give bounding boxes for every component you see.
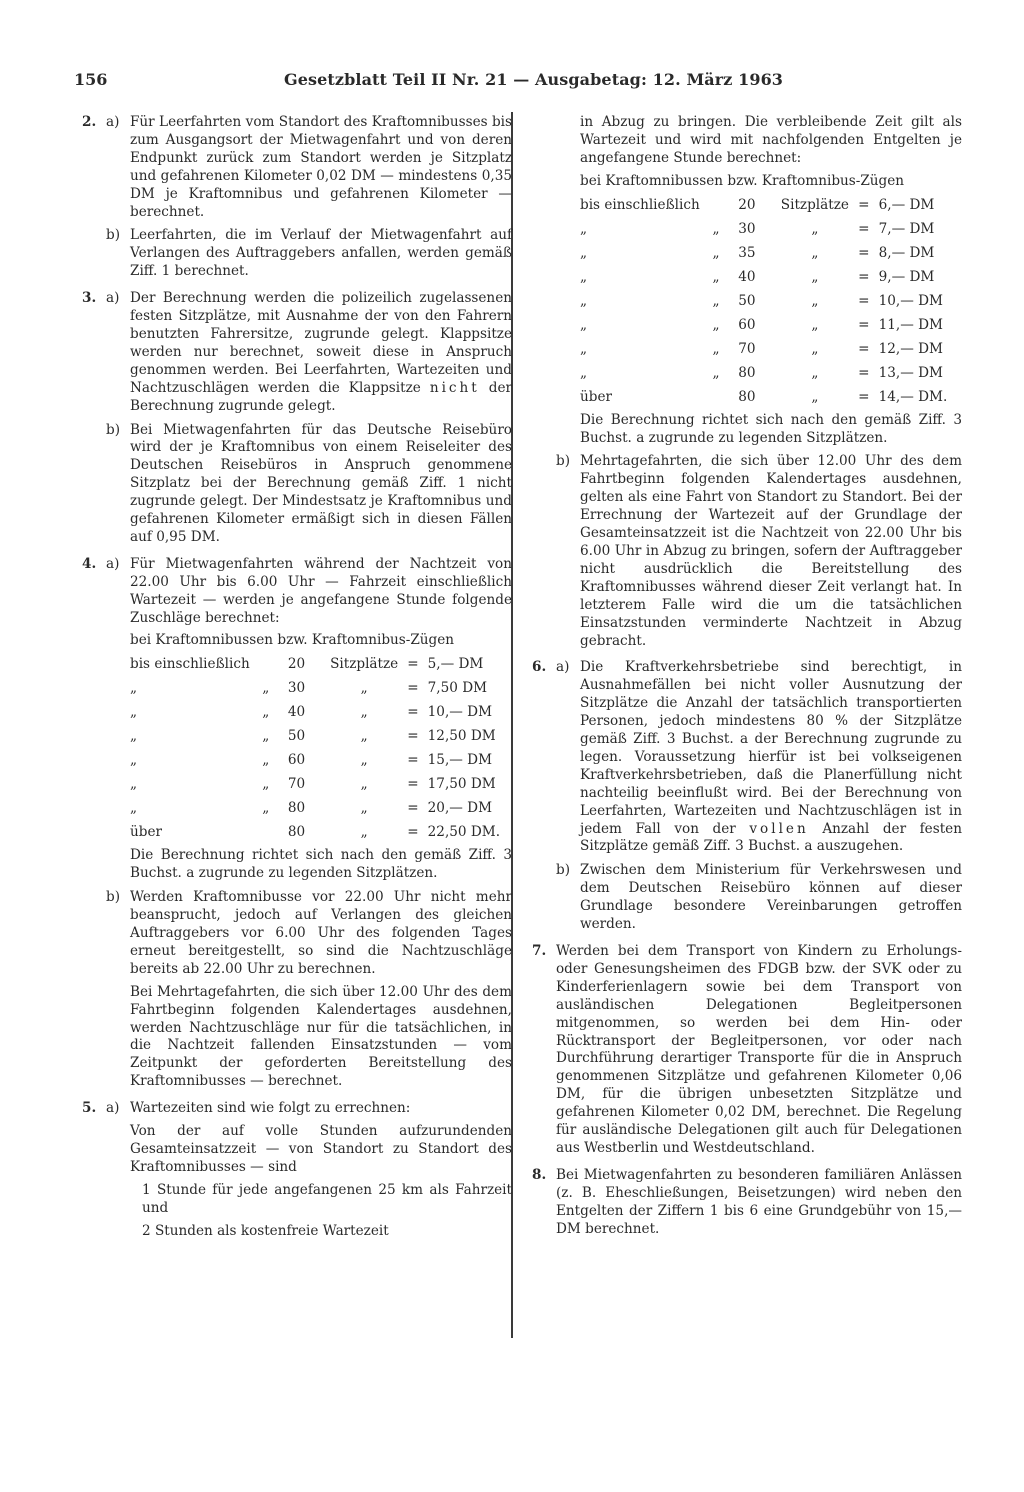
sub-label: b) — [106, 421, 121, 438]
section-number: 3. — [82, 290, 97, 307]
table-cell: 10,— DM — [878, 292, 943, 309]
table-row — [130, 653, 512, 677]
table-cell: = — [858, 292, 870, 309]
table-cell: „ — [811, 340, 819, 357]
text-run: Der Berechnung werden die polizeilich zugelassenen festen Sitzplätze, mit Ausnahme der von den Fahrern benutzten Fahrersitze, zugrunde gelegt. Klappsitze werden nur berechnet, soweit diese in Anspruch genommen werden. Bei Leerfahrten, Wartezeiten und Nachtzuschlägen werden die Klappsitze — [130, 290, 512, 396]
table-row — [130, 773, 512, 797]
table-cell: Sitzplätze — [780, 196, 849, 213]
table-intro: bei Kraftomnibussen bzw. Kraftomnibus-Zügen — [580, 172, 905, 189]
table-cell: „ — [712, 220, 720, 237]
subsection-4a — [106, 556, 512, 883]
section-7 — [532, 943, 962, 1158]
table-cell: Sitzplätze — [330, 656, 399, 673]
table-cell — [700, 194, 732, 218]
table-cell: „ — [262, 800, 270, 817]
paragraph: Von der auf volle Stunden aufzurundenden Gesamteinsatzzeit — von Standort zu Standort des Kraftomnibusses — sind — [130, 1123, 512, 1175]
table-cell: „ — [712, 340, 720, 357]
table-row — [580, 314, 962, 338]
table-cell: 12,— DM — [878, 340, 943, 357]
table-cell: „ — [262, 680, 270, 697]
list-line: 2 Stunden als kostenfreie Wartezeit — [142, 1222, 389, 1239]
paragraph: Bei Mehrtagefahrten, die sich über 12.00 Uhr des dem Fahrtbeginn folgenden Kalendertages ausdehnen, werden Nachtzuschläge nur für die tatsächlichen, in die Nachtzeit fallenden Einsatzstunden — vom Zeitpunkt der geforderten Bereitstellung des Kraftomnibusses — berechnet. — [130, 983, 512, 1090]
table-row — [580, 338, 962, 362]
emphasis-spaced: nicht — [429, 379, 480, 396]
table-cell: = — [858, 196, 870, 213]
paragraph: Wartezeiten sind wie folgt zu errechnen: — [130, 1100, 411, 1117]
paragraph: Werden bei dem Transport von Kindern zu Erholungs- oder Genesungsheimen des FDGB bzw. der SVK oder zu Kinderferienlagern sowie bei dem Transport von ausländischen Delegationen Begleitpersonen mitgenommen, so werden bei dem Hin- oder Rücktransport der Begleitpersonen, vor oder nach Durchführung derartiger Transporte für die in Anspruch genommenen Sitzplätze und gefahrenen Kilometer 0,06 DM, für die übrigen unbesetzten Sitzplätze und gefahrenen Kilometer 0,02 DM, berechnet. Die Regelung für ausländische Delegationen gilt auch für Delegationen aus Westberlin und Westdeutschland. — [556, 943, 962, 1156]
table-row — [130, 821, 512, 845]
table-cell: 35 — [738, 244, 756, 261]
paragraph: Mehrtagefahrten, die sich über 12.00 Uhr des dem Fahrtbeginn folgenden Kalendertages ausdehnen, gelten als eine Fahrt von Standort zu Standort. Bei der Errechnung der Wartezeit auf der Grundlage der Gesamteinsatzzeit ist die Nachtzeit von 22.00 Uhr bis 6.00 Uhr in Abzug zu bringen, sofern der Auftraggeber nicht ausdrücklich die Bereitstellung des Kraftomnibusses während dieser Zeit verlangt hat. In letzterem Falle wird die um die tatsächlichen Einsatzstunden verminderte Nachtzeit in Abzug gebracht. — [580, 453, 962, 649]
table-cell: 7,— DM — [878, 220, 935, 237]
section-number: 8. — [532, 1166, 547, 1183]
table-cell: „ — [712, 364, 720, 381]
table-cell: „ — [130, 680, 138, 697]
table-row — [580, 218, 962, 242]
table-cell: 80 — [287, 800, 306, 817]
subsection-2b — [106, 227, 512, 281]
table-cell: 30 — [287, 680, 306, 697]
table-cell: 14,— DM. — [878, 388, 948, 405]
table-cell: bis einschließlich — [130, 656, 250, 673]
table-cell: „ — [580, 292, 588, 309]
text-run: Die Kraftverkehrsbetriebe sind berechtigt, in Ausnahmefällen bei nicht voller Ausnutzung der Sitzplätze die Anzahl der tatsächlich transportierten Personen, jedoch mindestens 80 % der Sitzplätze gemäß Ziff. 3 Buchst. a der Berechnung zugrunde zu legen. Voraussetzung hierfür ist bei volkseigenen Kraftverkehrsbetrieben, daß die Planerfüllung nicht nachteilig beeinflußt wird. Bei der Berechnung von Leerfahrten, Wartezeiten und Nachtzuschlägen ist in jedem Fall von der — [580, 659, 962, 837]
subsection-5b — [556, 453, 962, 650]
table-cell: bis einschließlich — [580, 196, 700, 213]
subsection-5a-cont — [556, 114, 962, 447]
table-cell: 17,50 DM — [427, 776, 496, 793]
table-cell: „ — [360, 704, 368, 721]
table-cell: „ — [262, 776, 270, 793]
section-3 — [82, 290, 512, 547]
paragraph: Werden Kraftomnibusse vor 22.00 Uhr nicht mehr beansprucht, jedoch auf Verlangen des gleichen Auftraggebers vor 6.00 Uhr des folgenden Tages erneut bereitgestellt, so sind die Nachtzuschläge bereits ab 22.00 Uhr zu berechnen. — [130, 889, 512, 977]
table-cell: = — [858, 268, 870, 285]
list-line: 1 Stunde für jede angefangenen 25 km als Fahrzeit und — [142, 1181, 512, 1216]
table-cell: „ — [712, 268, 720, 285]
table-cell: 60 — [738, 316, 756, 333]
table-cell: „ — [262, 752, 270, 769]
paragraph: Leerfahrten, die im Verlauf der Mietwagenfahrt auf Verlangen des Auftraggebers anfallen, werden gemäß Ziff. 1 berechnet. — [130, 227, 512, 280]
table-cell: „ — [811, 364, 819, 381]
table-cell: = — [407, 704, 419, 721]
paragraph: Die Berechnung richtet sich nach den gemäß Ziff. 3 Buchst. a zugrunde zu legenden Sitzplätzen. — [130, 847, 512, 882]
table-cell: „ — [811, 268, 819, 285]
table-cell: = — [858, 340, 870, 357]
paragraph: Die Berechnung richtet sich nach den gemäß Ziff. 3 Buchst. a zugrunde zu legenden Sitzplätzen. — [580, 411, 962, 446]
subsection-5a — [106, 1100, 512, 1240]
subsection-4b — [106, 889, 512, 1091]
table-cell: 50 — [738, 292, 756, 309]
table-cell: 80 — [738, 364, 756, 381]
table-row — [130, 701, 512, 725]
table-cell: 70 — [287, 776, 306, 793]
table-cell: 9,— DM — [878, 268, 935, 285]
table-cell: „ — [360, 776, 368, 793]
subsection-6b — [556, 862, 962, 934]
table-cell: 8,— DM — [878, 244, 935, 261]
sub-label: a) — [106, 1100, 120, 1117]
table-row — [580, 242, 962, 266]
text-run: Anzahl der festen Sitzplätze gemäß Ziff. 3 Buchst. a auszugehen. — [580, 820, 962, 855]
table-cell: = — [407, 776, 419, 793]
table-cell: = — [858, 388, 870, 405]
table-cell: über — [130, 824, 162, 841]
subsection-3b — [106, 422, 512, 547]
sub-label: b) — [556, 453, 571, 470]
table-row — [580, 266, 962, 290]
table-cell: „ — [712, 292, 720, 309]
table-cell: „ — [360, 824, 368, 841]
table-cell: „ — [262, 704, 270, 721]
paragraph: Bei Mietwagenfahrten für das Deutsche Reisebüro wird der je Kraftomnibus von einem Reiseleiter des Deutschen Reisebüros in Anspruch genommene Sitzplatz bei der Berechnung gemäß Ziff. 1 nicht zugrunde gelegt. Der Mindestsatz je Kraftomnibus und gefahrenen Kilometer ermäßigt sich in diesen Fällen auf 0,95 DM. — [130, 421, 512, 545]
table-cell: „ — [811, 316, 819, 333]
right-column — [532, 114, 962, 1248]
table-cell: „ — [130, 752, 138, 769]
table-cell: „ — [811, 388, 819, 405]
table-row — [580, 362, 962, 386]
table-cell: „ — [360, 800, 368, 817]
table-cell: „ — [580, 220, 588, 237]
table-cell: „ — [580, 268, 588, 285]
rate-table-night — [130, 653, 512, 845]
table-cell: = — [858, 316, 870, 333]
paragraph: in Abzug zu bringen. Die verbleibende Zeit gilt als Wartezeit und wird mit nachfolgenden Entgelten je angefangene Stunde berechnet: — [580, 114, 962, 166]
sub-label: b) — [556, 862, 571, 879]
table-cell: „ — [262, 728, 270, 745]
table-cell: 13,— DM — [878, 364, 943, 381]
table-cell: „ — [130, 800, 138, 817]
paragraph: Zwischen dem Ministerium für Verkehrswesen und dem Deutschen Reisebüro können auf dieser Grundlage besondere Vereinbarungen getroffen werden. — [580, 862, 962, 933]
table-cell: „ — [811, 244, 819, 261]
page-number: 156 — [74, 70, 108, 89]
table-cell: 50 — [287, 728, 306, 745]
table-cell: 5,— DM — [427, 656, 484, 673]
table-cell: = — [407, 656, 419, 673]
table-cell: = — [858, 364, 870, 381]
sub-label: a) — [556, 659, 570, 676]
text-run: der Berechnung zugrunde gelegt. — [130, 379, 512, 414]
table-cell: „ — [130, 728, 138, 745]
table-cell: „ — [580, 244, 588, 261]
subsection-6a — [556, 659, 962, 856]
table-row — [130, 677, 512, 701]
table-cell: 22,50 DM. — [427, 824, 501, 841]
table-cell: 80 — [738, 388, 756, 405]
paragraph: Bei Mietwagenfahrten zu besonderen familiären Anlässen (z. B. Eheschließungen, Beisetzungen) wird neben den Entgelten der Ziffern 1 bis 6 eine Grundgebühr von 15,— DM berechnet. — [556, 1166, 962, 1237]
table-cell: „ — [360, 728, 368, 745]
table-cell: = — [407, 680, 419, 697]
table-cell: 10,— DM — [427, 704, 492, 721]
table-cell: „ — [811, 220, 819, 237]
table-cell: = — [858, 220, 870, 237]
table-row — [580, 386, 962, 410]
section-number: 2. — [82, 114, 97, 130]
emphasis-spaced: vollen — [749, 820, 809, 837]
section-8 — [532, 1167, 962, 1239]
table-cell: 30 — [738, 220, 756, 237]
table-row — [130, 797, 512, 821]
table-cell: 12,50 DM — [427, 728, 496, 745]
table-cell: „ — [360, 680, 368, 697]
subsection-3a — [106, 290, 512, 415]
table-cell: = — [407, 824, 419, 841]
table-cell: = — [407, 800, 419, 817]
running-head: Gesetzblatt Teil II Nr. 21 — Ausgabetag: 12. März 1963 — [284, 70, 784, 89]
table-cell: „ — [580, 364, 588, 381]
section-5 — [82, 1100, 512, 1240]
subsection-2a — [106, 114, 512, 221]
table-cell — [250, 653, 282, 677]
section-2 — [82, 114, 512, 281]
table-cell: 40 — [738, 268, 756, 285]
table-cell: „ — [712, 244, 720, 261]
left-column — [82, 114, 512, 1250]
table-cell: = — [858, 244, 870, 261]
table-row — [580, 194, 962, 218]
section-7-body — [532, 943, 962, 1158]
section-number: 4. — [82, 555, 97, 572]
section-4 — [82, 556, 512, 1091]
paragraph — [130, 290, 512, 415]
table-cell: 7,50 DM — [427, 680, 488, 697]
section-8-body — [532, 1167, 962, 1239]
table-cell: 11,— DM — [878, 316, 943, 333]
table-cell: 6,— DM — [878, 196, 935, 213]
table-cell: „ — [130, 776, 138, 793]
section-6 — [532, 659, 962, 934]
section-number: 6. — [532, 659, 547, 676]
table-cell: 60 — [287, 752, 306, 769]
table-cell: 70 — [738, 340, 756, 357]
table-cell — [700, 386, 732, 410]
table-cell: 20 — [287, 656, 306, 673]
table-cell: 80 — [287, 824, 306, 841]
table-cell: „ — [811, 292, 819, 309]
table-cell: „ — [360, 752, 368, 769]
sub-label: b) — [106, 889, 121, 906]
table-cell: = — [407, 752, 419, 769]
sub-label: a) — [106, 290, 120, 307]
table-row — [580, 290, 962, 314]
table-row — [130, 725, 512, 749]
table-cell: 20,— DM — [427, 800, 492, 817]
paragraph — [580, 659, 962, 856]
section-5-continued — [532, 114, 962, 650]
sub-label: b) — [106, 227, 121, 244]
table-cell: „ — [712, 316, 720, 333]
table-cell — [250, 821, 282, 845]
table-cell: = — [407, 728, 419, 745]
table-intro: bei Kraftomnibussen bzw. Kraftomnibus-Zügen — [130, 632, 455, 649]
table-cell: „ — [130, 704, 138, 721]
sub-label: a) — [106, 114, 120, 130]
table-cell: „ — [580, 316, 588, 333]
table-cell: 20 — [738, 196, 756, 213]
table-cell: 40 — [287, 704, 306, 721]
section-number: 5. — [82, 1100, 97, 1117]
sub-label: a) — [106, 555, 120, 572]
paragraph: Für Leerfahrten vom Standort des Kraftomnibusses bis zum Ausgangsort der Mietwagenfahrt und von deren Endpunkt zurück zum Standort werden je Sitzplatz und gefahrenen Kilometer 0,02 DM — mindestens 0,35 DM je Kraftomnibus und gefahrenen Kilometer — berechnet. — [130, 114, 512, 220]
table-cell: „ — [580, 340, 588, 357]
section-number: 7. — [532, 943, 547, 959]
table-cell: 15,— DM — [427, 752, 492, 769]
rate-table-waiting — [580, 194, 962, 410]
paragraph: Für Mietwagenfahrten während der Nachtzeit von 22.00 Uhr bis 6.00 Uhr — Fahrzeit einschließlich Wartezeit — werden je angefangene Stunde folgende Zuschläge berechnet: — [130, 555, 512, 626]
table-row — [130, 749, 512, 773]
table-cell: über — [580, 388, 612, 405]
